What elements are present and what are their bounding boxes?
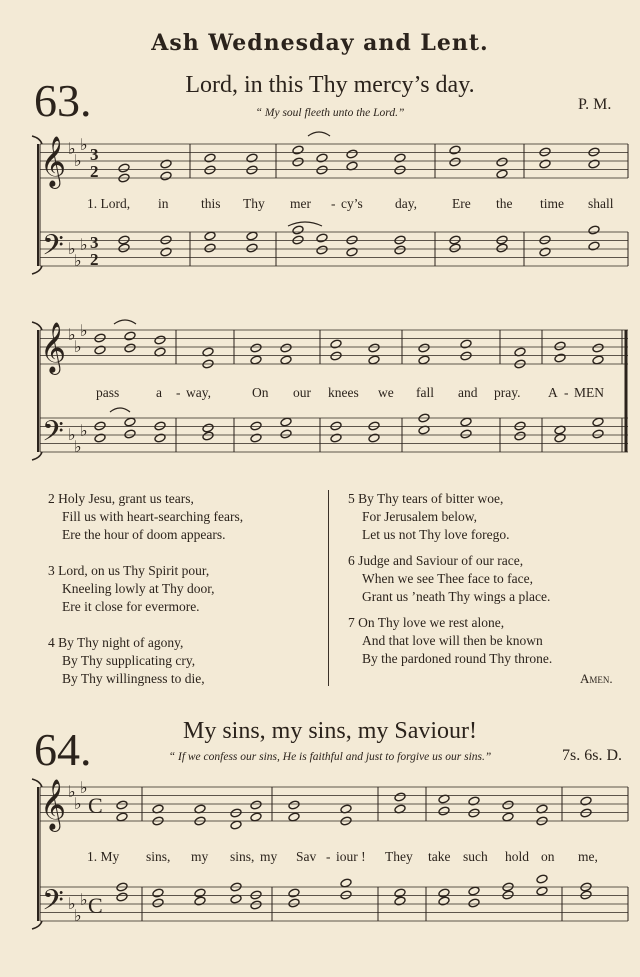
note-head [394,245,406,255]
note-head [449,243,461,253]
flat-sign: ♭ [68,896,76,913]
flat-sign: ♭ [74,439,82,456]
lyric-syllable: my [191,849,209,864]
lyric-syllable: me, [578,849,598,864]
lyric-syllable: on [541,849,555,864]
note-head [116,892,128,902]
note-head [292,235,304,245]
note-head [496,243,508,253]
bracket-curl [32,921,42,929]
lyric-syllable: hold [505,849,530,864]
note-head [580,808,592,818]
flat-sign: ♭ [80,892,88,909]
note-head [468,898,480,908]
note-head [194,888,206,898]
hymn-meter: 7s. 6s. D. [562,747,623,764]
flat-sign: ♭ [80,137,88,154]
slur [110,408,130,412]
verse-5: 5 By Thy tears of bitter woe, For Jerusalem below, Let us not Thy love forego. [348,491,510,542]
note-head [539,235,551,245]
note-head [246,243,258,253]
common-time: C [88,793,103,818]
note-head [460,351,472,361]
lyric-syllable: take [428,849,451,864]
lyric-line-3 [0,849,640,867]
flat-sign: ♭ [80,323,88,340]
note-head [94,333,106,343]
note-head [502,890,514,900]
verse-3: 3 Lord, on us Thy Spirit pour, Kneeling lowly at Thy door, Ere it close for evermore. [48,563,215,614]
lyric-syllable: a [156,385,162,400]
note-head [592,429,604,439]
hymn-number: 64. [34,724,92,775]
note-head [468,796,480,806]
lyric-syllable: our [293,385,311,400]
time-signature: 2 [90,162,99,181]
note-head [368,355,380,365]
note-head [460,429,472,439]
note-head [250,433,262,443]
note-head [394,153,406,163]
note-head [154,421,166,431]
note-head [554,433,566,443]
note-head [160,247,172,257]
lyric-syllable: we [378,385,394,400]
note-head [230,808,242,818]
note-head [449,235,461,245]
note-head [94,433,106,443]
lyric-line-2 [0,385,640,403]
note-head [124,343,136,353]
note-head [94,421,106,431]
note-head [502,800,514,810]
lyric-syllable: 1. My [87,849,120,864]
bass-clef: 𝄢 [42,886,64,923]
lyric-syllable: such [463,849,488,864]
note-head [554,341,566,351]
slur [114,320,136,324]
verse-7: 7 On Thy love we rest alone, And that love will then be known By the pardoned round Thy throne. [348,615,553,666]
note-head [288,800,300,810]
flat-sign: ♭ [80,423,88,440]
note-head [230,820,242,830]
note-head [160,235,172,245]
note-head [394,235,406,245]
lyric-syllable: iour ! [336,849,366,864]
note-head [124,429,136,439]
note-head [154,433,166,443]
note-head [539,147,551,157]
time-signature: 3 [90,145,99,164]
note-head [449,157,461,167]
flat-sign: ♭ [74,339,82,356]
note-head [246,231,258,241]
hymn-meter: P. M. [578,96,612,113]
note-head [204,165,216,175]
note-head [580,890,592,900]
note-head [250,900,262,910]
lyric-syllable: in [158,196,169,211]
note-head [330,421,342,431]
flat-sign: ♭ [80,237,88,254]
lyric-syllable: - [326,849,331,864]
note-head [116,800,128,810]
note-head [154,335,166,345]
bass-clef: 𝄢 [42,417,64,454]
note-head [160,171,172,181]
slur [308,132,330,136]
note-head [536,874,548,884]
note-head [496,169,508,179]
note-head [204,153,216,163]
note-head [449,145,461,155]
lyric-syllable: MEN [574,385,604,400]
lyric-syllable: my [260,849,278,864]
note-head [592,355,604,365]
note-head [292,157,304,167]
note-head [94,345,106,355]
bass-clef: 𝄢 [42,231,64,268]
lyric-syllable: Thy [243,196,265,211]
note-head [346,149,358,159]
note-head [330,339,342,349]
note-head [292,225,304,235]
note-head [539,159,551,169]
note-head [368,421,380,431]
music-system-3 [30,775,632,975]
flat-sign: ♭ [68,327,76,344]
flat-sign: ♭ [68,427,76,444]
flat-sign: ♭ [68,141,76,158]
lyric-syllable: knees [328,385,359,400]
lyric-syllable: They [385,849,413,864]
note-head [502,812,514,822]
flat-sign: ♭ [74,153,82,170]
note-head [202,423,214,433]
note-head [316,165,328,175]
lyric-syllable: time [540,196,564,211]
time-signature: 2 [90,250,99,269]
note-head [496,157,508,167]
note-head [288,888,300,898]
lyric-syllable: the [496,196,513,211]
note-head [288,812,300,822]
note-head [514,421,526,431]
note-head [160,159,172,169]
note-head [316,153,328,163]
amen-label: Amen. [580,671,613,686]
hymn-title: My sins, my sins, my Saviour! [182,718,478,744]
lyric-syllable: - [331,196,336,211]
hymn-number: 63. [34,75,92,126]
hymn-title: Lord, in this Thy mercy’s day. [185,72,475,98]
hymn-epigraph: “ My soul fleeth unto the Lord.” [255,107,405,119]
note-head [280,355,292,365]
note-head [468,886,480,896]
slur [288,222,322,226]
note-head [346,247,358,257]
note-head [152,898,164,908]
note-head [340,890,352,900]
note-head [152,888,164,898]
treble-clef: 𝄞 [40,137,67,186]
note-head [340,878,352,888]
note-head [288,898,300,908]
note-head [330,433,342,443]
note-head [460,339,472,349]
note-head [514,431,526,441]
note-head [438,896,450,906]
note-head [118,243,130,253]
note-head [124,417,136,427]
note-head [292,145,304,155]
note-head [194,896,206,906]
note-head [580,796,592,806]
note-head [588,225,600,235]
note-head [280,343,292,353]
note-head [250,890,262,900]
note-head [588,241,600,251]
flat-sign: ♭ [68,784,76,801]
lyric-syllable: cy’s [341,196,363,211]
note-head [554,353,566,363]
flat-sign: ♭ [80,780,88,797]
note-head [316,233,328,243]
note-head [204,243,216,253]
note-head [280,417,292,427]
note-head [246,165,258,175]
note-head [536,886,548,896]
note-head [124,331,136,341]
note-head [592,417,604,427]
note-head [468,808,480,818]
note-head [250,421,262,431]
time-signature: 3 [90,233,99,252]
note-head [460,417,472,427]
note-head [592,343,604,353]
note-head [250,812,262,822]
note-head [438,888,450,898]
note-head [116,812,128,822]
lyric-syllable: pray. [494,385,521,400]
note-head [346,235,358,245]
note-head [204,231,216,241]
lyric-syllable: Ere [452,196,471,211]
flat-sign: ♭ [74,796,82,813]
note-head [316,245,328,255]
lyric-syllable: sins, [230,849,255,864]
lyric-syllable: way, [186,385,211,400]
lyric-syllable: - [564,385,569,400]
note-head [394,792,406,802]
note-head [496,235,508,245]
verse-6: 6 Judge and Saviour of our race, When we see Thee face to face, Grant us ’neath Thy wings a place. [348,553,551,604]
note-head [539,247,551,257]
lyric-syllable: fall [416,385,434,400]
lyric-syllable: day, [395,196,417,211]
verses [0,490,640,690]
flat-sign: ♭ [74,253,82,270]
verse-2: 2 Holy Jesu, grant us tears, Fill us with heart-searching fears, Ere the hour of doom appears. [48,491,244,542]
lyric-syllable: and [458,385,478,400]
note-head [394,888,406,898]
lyric-syllable: pass [96,385,120,400]
verse-4: 4 By Thy night of agony, By Thy supplicating cry, By Thy willingness to die, [48,635,205,686]
note-head [418,355,430,365]
note-head [202,431,214,441]
lyric-syllable: sins, [146,849,171,864]
common-time: C [88,893,103,918]
lyric-syllable: shall [588,196,614,211]
treble-clef: 𝄞 [40,323,67,372]
lyric-syllable: 1. Lord, [87,196,131,211]
lyric-syllable: A [548,385,558,400]
flat-sign: ♭ [68,241,76,258]
note-head [418,343,430,353]
note-head [330,351,342,361]
note-head [250,343,262,353]
lyric-syllable: On [252,385,269,400]
bracket-curl [32,266,42,274]
note-head [394,165,406,175]
treble-clef: 𝄞 [40,780,67,829]
note-head [394,896,406,906]
lyric-line-1 [0,196,640,214]
note-head [588,159,600,169]
note-head [118,235,130,245]
lyric-syllable: - [176,385,181,400]
note-head [368,433,380,443]
note-head [438,806,450,816]
note-head [250,800,262,810]
column-divider [328,490,329,686]
note-head [118,163,130,173]
note-head [588,147,600,157]
lyric-syllable: this [201,196,221,211]
running-head: Ash Wednesday and Lent. [151,30,489,56]
note-head [246,153,258,163]
lyric-syllable: Sav [296,849,317,864]
note-head [280,429,292,439]
hymn-epigraph: “ If we confess our sins, He is faithful and just to forgive us our sins.” [168,751,492,763]
bracket-curl [32,452,42,460]
note-head [250,355,262,365]
note-head [368,343,380,353]
lyric-syllable: mer [290,196,311,211]
flat-sign: ♭ [74,908,82,925]
